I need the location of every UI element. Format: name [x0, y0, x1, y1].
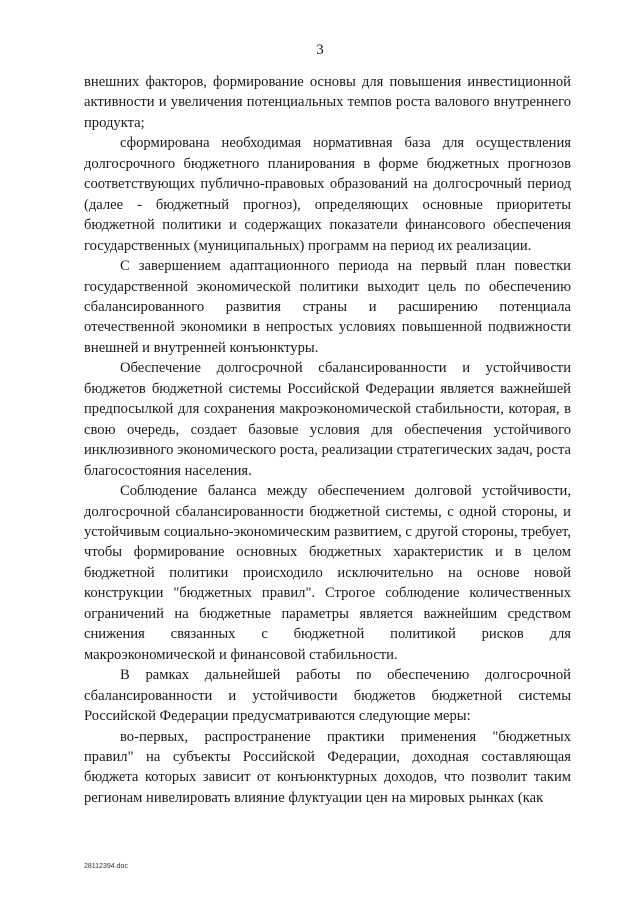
paragraph-3: С завершением адаптационного периода на первый план повестки государственной экономической политики выходит цель по обеспечению сбалансированного развития страны и расширению потенциала отечественной экономики в непростых условиях повышенной подвижности внешней и внутренней конъюнктуры.: [84, 258, 571, 356]
paragraph-2: сформирована необходимая нормативная база для осуществления долгосрочного бюджетного планирования в форме бюджетных прогнозов соответствующих публично-правовых образований на долгосрочный период (далее - бюджетный прогноз), определяющих основные приоритеты бюджетной политики и содержащих показатели финансового обеспечения государственных (муниципальных) программ на период их реализации.: [84, 135, 571, 254]
paragraph-5: Соблюдение баланса между обеспечением долговой устойчивости, долгосрочной сбалансированности бюджетной системы, с одной стороны, и устойчивым социально-экономическим развитием, с другой стороны, требует, чтобы формирование основных бюджетных характеристик и в целом бюджетной политики происходило исключительно на основе новой конструкции "бюджетных правил". Строгое соблюдение количественных ограничений на бюджетные параметры является важнейшим средством снижения связанных с бюджетной политикой рисков для макроэкономической и финансовой стабильности.: [84, 483, 571, 663]
paragraph-1: внешних факторов, формирование основы для повышения инвестиционной активности и увеличения потенциальных темпов роста валового внутреннего продукта;: [84, 74, 571, 131]
document-filename-footer: 28112394.doc: [84, 863, 128, 870]
document-body: [84, 72, 571, 808]
paragraph-4: Обеспечение долгосрочной сбалансированности и устойчивости бюджетов бюджетной системы Российской Федерации является важнейшей предпосылкой для сохранения макроэкономической стабильности, которая, в свою очередь, создает базовые условия для обеспечения устойчивого инклюзивного экономического роста, реализации стратегических задач, роста благосостояния населения.: [84, 360, 571, 479]
paragraph-6: В рамках дальнейшей работы по обеспечению долгосрочной сбалансированности и устойчивости бюджетов бюджетной системы Российской Федерации предусматриваются следующие меры:: [84, 667, 571, 725]
paragraph-7: во-первых, распространение практики применения "бюджетных правил" на субъекты Российской Федерации, доходная составляющая бюджета которых зависит от конъюнктурных доходов, что позволит таким регионам нивелировать влияние флуктуации цен на мировых рынках (как: [84, 728, 571, 806]
page-number: 3: [316, 42, 324, 58]
